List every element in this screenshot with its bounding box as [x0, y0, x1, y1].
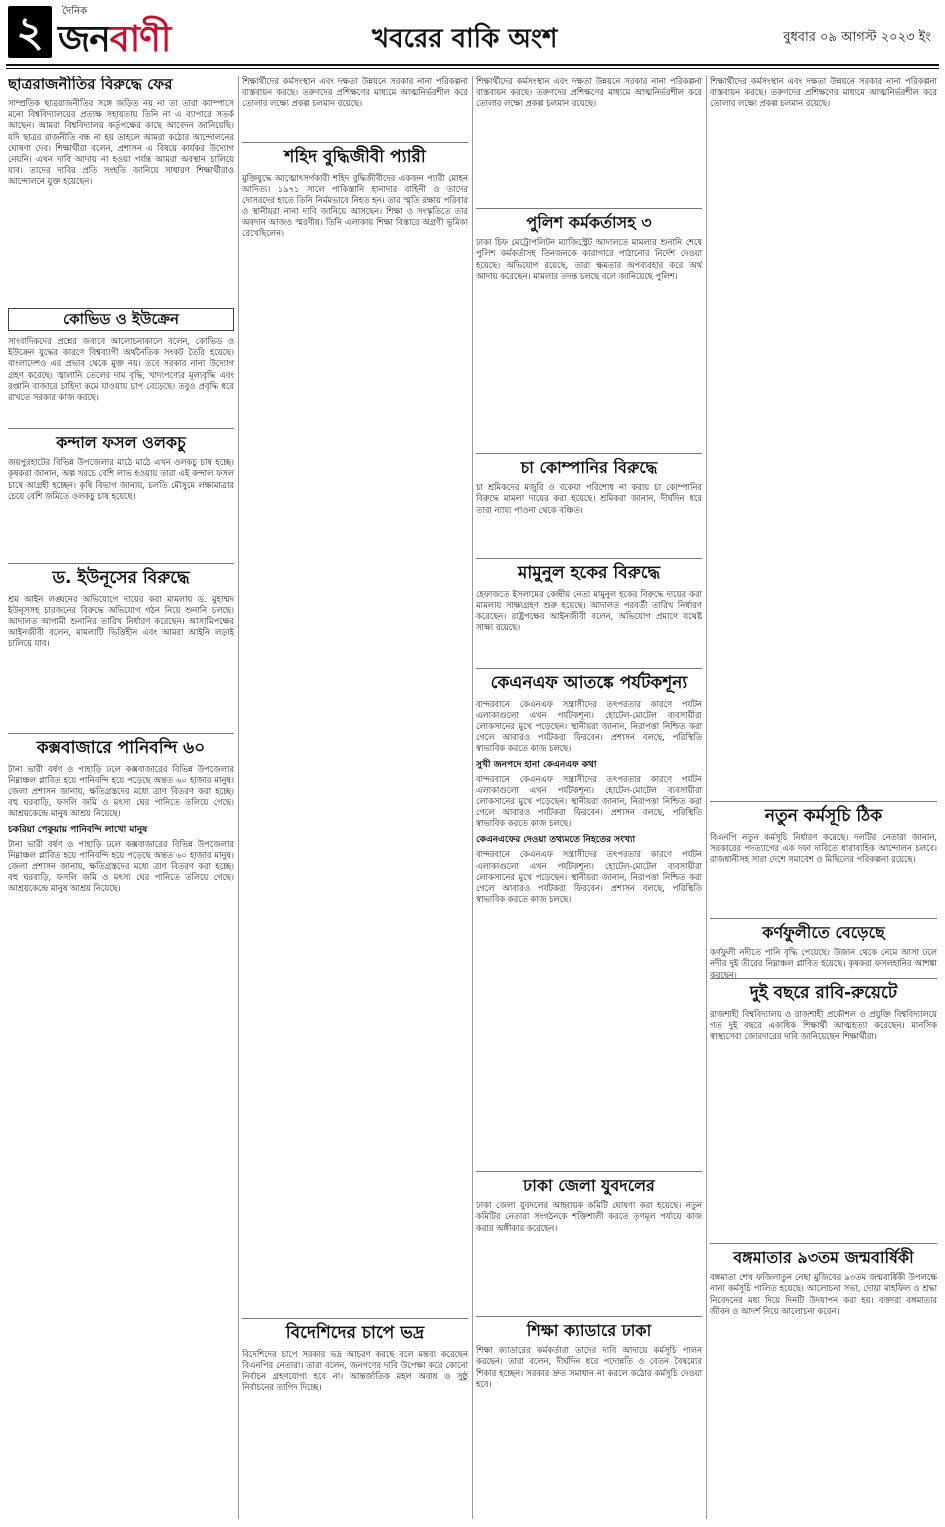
story-subhead: চকরিয়া পেকুয়ায় পানিবন্দি লাখো মানুষ	[8, 825, 148, 836]
story-headline: কেএনএফ আতঙ্কে পর্যটকশূন্য	[490, 673, 688, 693]
story-body: জয়পুরহাটের বিভিন্ন উপজেলার মাঠে মাঠে এখন ওলকচু চাষ হচ্ছে। কৃষকরা জানান, অল্প খরচে বেশি লাভ হওয়ায় তারা এই কন্দাল ফসল চাষে আগ্রহী হচ্ছেন। কৃষি বিভাগ জানায়, চলতি মৌসুমে লক্ষ্যমাত্রার চেয়ে বেশি জমিতে ওলকচু চাষ হয়েছে।	[8, 457, 234, 501]
story-headline: চা কোম্পানির বিরুদ্ধে	[520, 458, 658, 477]
masthead-rule	[6, 64, 939, 66]
dateline: বুধবার ০৯ আগস্ট ২০২৩ ইং	[783, 30, 931, 45]
story-education-cadre	[476, 1316, 702, 1521]
column-3	[476, 76, 702, 1521]
story-tea-company	[476, 453, 702, 559]
story-headline: কর্ণফুলীতে বেড়েছে	[762, 923, 885, 942]
story-body: শ্রম আইন লঙ্ঘনের অভিযোগে দায়ের করা মামলায় ড. মুহাম্মদ ইউনূসসহ চারজনের বিরুদ্ধে অভিযোগ গঠন নিয়ে শুনানি চলছে। আদালত আগামী শুনানির তারিখ নির্ধারণ করেছেন। আসামিপক্ষের আইনজীবী বলেন, মামলাটি ভিত্তিহীন এবং আমরা আইনি লড়াই চালিয়ে যাব।	[8, 593, 234, 648]
story-subhead: সুখী জনপদে হানা কেএনএফ কথা	[476, 760, 597, 771]
story-body: শিক্ষার্থীদের কর্মসংস্থান এবং দক্ষতা উন্নয়নে সরকার নানা পরিকল্পনা বাস্তবায়ন করছে। তরুণদের প্রশিক্ষণের মাধ্যমে আত্মনির্ভরশীল করে তোলার লক্ষ্যে প্রকল্প চলমান রয়েছে।	[710, 76, 937, 109]
story-rabi-ruet	[710, 978, 937, 1244]
story-headline: মামুনুল হকের বিরুদ্ধে	[517, 563, 661, 583]
story-student-politics	[8, 76, 234, 301]
story-headline: বঙ্গমাতার ৯৩তম জন্মবার্ষিকী	[733, 1248, 914, 1267]
story-dhaka-jubodal	[476, 1171, 702, 1317]
story-body: শিক্ষা ক্যাডারের কর্মকর্তারা তাদের দাবি আদায়ে কর্মসূচি পালন করছেন। তারা বলেন, দীর্ঘদিন ধরে পদোন্নতি ও বেতন বৈষম্যের শিকার হচ্ছেন। সরকার দ্রুত সমাধান না করলে কঠোর কর্মসূচি দেওয়া হবে।	[476, 1345, 702, 1389]
story-body: সাম্প্রতিক ছাত্ররাজনীতির সঙ্গে জড়িত নয় না তা তারা ক্যাম্পাসে মনো বিশ্ববিদ্যালয়ের প্রত্যক্ষ সহায়তায় তিনি না এ ব্যাপারে সতর্ক আছেন। আমরা বিশ্ববিদ্যালয় কর্তৃপক্ষের কাছে আবেদন জানিয়েছি। যদি ছাত্রর রাজনীতি বন্ধ না হয় তাহলে আমরা কঠোর আন্দোলনের ঘোষণা দেব। শিক্ষার্থীরা বলেন, প্রশাসন এ বিষয়ে কার্যকর উদ্যোগ নেয়নি। এখন দাবি আদায় না হওয়া পর্যন্ত আমরা অবস্থান চালিয়ে যাব। তাদের দাবির প্রতি সংহতি জানিয়ে সাধারণ শিক্ষার্থীরাও আন্দোলনে যুক্ত হয়েছেন।	[8, 98, 234, 186]
story-body: শিক্ষার্থীদের কর্মসংস্থান এবং দক্ষতা উন্নয়নে সরকার নানা পরিকল্পনা বাস্তবায়ন করছে। তরুণদের প্রশিক্ষণের মাধ্যমে আত্মনির্ভরশীল করে তোলার লক্ষ্যে প্রকল্প চলমান রয়েছে।	[476, 76, 702, 109]
story-body: হেফাজতে ইসলামের কেন্দ্রীয় নেতা মামুনুল হকের বিরুদ্ধে দায়ের করা মামলায় সাক্ষ্যগ্রহণ শুরু হয়েছে। আদালত পরবর্তী তারিখ নির্ধারণ করেছেন। রাষ্ট্রপক্ষের আইনজীবী বলেন, অভিযোগ প্রমাণে যথেষ্ট সাক্ষ্য রয়েছে।	[476, 588, 702, 632]
section-title: খবরের বাকি অংশ	[372, 24, 558, 54]
story-headline: কোভিড ও ইউক্রেন	[8, 308, 234, 331]
story-headline: বিদেশিদের চাপে ভদ্র	[285, 1323, 425, 1343]
story-body: ঢাকা জেলা যুবদলের আহ্বায়ক কমিটি ঘোষণা করা হয়েছে। নতুন কমিটির নেতারা সংগঠনকে শক্তিশালী করতে তৃণমূল পর্যায়ে কাজ করার অঙ্গীকার করেছেন।	[476, 1200, 702, 1233]
story-headline: শহিদ বুদ্ধিজীবী প্যারী	[284, 147, 426, 167]
story-body: বান্দরবানে কেএনএফ সন্ত্রাসীদের তৎপরতার কারণে পর্যটন এলাকাগুলো এখন পর্যটকশূন্য। হোটেল-মোটেল ব্যবসায়ীরা লোকসানের মুখে পড়েছেন। স্থানীয়রা জানান, নিরাপত্তা নিশ্চিত করা গেলে আবারও পর্যটকরা ফিরবেন। প্রশাসন বলছে, পরিস্থিতি স্বাভাবিক করতে কাজ চলছে।	[476, 698, 702, 753]
story-body: টানা ভারী বর্ষণ ও পাহাড়ি ঢলে কক্সবাজারের বিভিন্ন উপজেলার নিম্নাঞ্চল প্লাবিত হয়ে পানিবন্দি হয়ে পড়েছে অন্তত ৬০ হাজার মানুষ। জেলা প্রশাসন জানায়, ক্ষতিগ্রস্তদের মধ্যে ত্রাণ বিতরণ করা হচ্ছে। বহু ঘরবাড়ি, ফসলি জমি ও মৎস্য ঘের পানিতে তলিয়ে গেছে। আশ্রয়কেন্দ্রে মানুষ আশ্রয় নিয়েছে।	[8, 763, 234, 818]
story-continuation	[476, 76, 702, 204]
story-body-cont: বান্দরবানে কেএনএফ সন্ত্রাসীদের তৎপরতার কারণে পর্যটন এলাকাগুলো এখন পর্যটকশূন্য। হোটেল-মোটেল ব্যবসায়ীরা লোকসানের মুখে পড়েছেন। স্থানীয়রা জানান, নিরাপত্তা নিশ্চিত করা গেলে আবারও পর্যটকরা ফিরবেন। প্রশাসন বলছে, পরিস্থিতি স্বাভাবিক করতে কাজ চলছে।	[476, 774, 702, 829]
logo-daily-label: দৈনিক	[62, 6, 88, 17]
story-covid-ukraine	[8, 308, 234, 423]
story-body: ঢাকা চিফ মেট্রোপলিটন ম্যাজিস্ট্রেট আদালতে মামলার শুনানি শেষে পুলিশ কর্মকর্তাসহ তিনজনকে কারাগারে পাঠানোর নির্দেশ দেওয়া হয়েছে। অভিযোগ রয়েছে, তারা ক্ষমতার অপব্যবহার করে অর্থ আদায় করেছেন। মামলার তদন্ত চলছে বলে জানিয়েছে পুলিশ।	[476, 237, 702, 281]
story-police-officer	[476, 208, 702, 454]
column-1	[8, 76, 234, 1521]
story-body: শিক্ষার্থীদের কর্মসংস্থান এবং দক্ষতা উন্নয়নে সরকার নানা পরিকল্পনা বাস্তবায়ন করছে। তরুণদের প্রশিক্ষণের মাধ্যমে আত্মনির্ভরশীল করে তোলার লক্ষ্যে প্রকল্প চলমান রয়েছে।	[242, 76, 468, 109]
story-headline: ড. ইউনূসের বিরুদ্ধে	[52, 568, 190, 588]
masthead-rule-thin	[6, 68, 939, 69]
column-separator	[472, 76, 473, 1519]
story-continuation-long	[710, 76, 937, 796]
story-headline: ঢাকা জেলা যুবদলের	[523, 1176, 655, 1195]
masthead	[0, 0, 945, 66]
story-headline: ছাত্ররাজনীতির বিরুদ্ধে ফের	[8, 76, 173, 93]
story-subhead: কেএনএফের দেওয়া তথ্যমতে নিহতের সংখ্যা	[476, 835, 636, 846]
logo-part1: জন	[58, 19, 110, 60]
story-mamunul-haque	[476, 558, 702, 669]
story-foreign-pressure	[242, 1318, 468, 1521]
story-martyred-intellectual	[242, 142, 468, 1318]
story-coxsbazar	[8, 733, 234, 1521]
column-2	[242, 76, 468, 1521]
story-body: রাজশাহী বিশ্ববিদ্যালয় ও রাজশাহী প্রকৌশল ও প্রযুক্তি বিশ্ববিদ্যালয়ে গত দুই বছরে একাধিক শিক্ষার্থী আত্মহত্যা করেছেন। মানসিক স্বাস্থ্যসেবা জোরদারের দাবি জানিয়েছেন শিক্ষার্থীরা।	[710, 1008, 937, 1041]
story-body: বঙ্গমাতা শেখ ফজিলাতুন নেছা মুজিবের ৯৩তম জন্মবার্ষিকী উপলক্ষে নানা কর্মসূচি পালিত হয়েছে। আলোচনা সভা, দোয়া মাহফিল ও শ্রদ্ধা নিবেদনের মধ্য দিয়ে দিনটি উদযাপন করা হয়। বক্তারা বঙ্গমাতার জীবন ও আদর্শ নিয়ে আলোচনা করেন।	[710, 1272, 937, 1316]
column-4	[710, 76, 937, 1521]
story-body: বিদেশিদের চাপে সরকার ভদ্র আচরণ করছে বলে মন্তব্য করেছেন বিএনপির নেতারা। তারা বলেন, জনগণের দাবি উপেক্ষা করে কোনো নির্বাচন গ্রহণযোগ্য হবে না। আন্তর্জাতিক মহল অবাধ ও সুষ্ঠু নির্বাচনের তাগিদ দিচ্ছে।	[242, 1348, 468, 1392]
logo-part2: বাণী	[109, 19, 171, 60]
story-headline: নতুন কর্মসূচি ঠিক	[764, 806, 883, 826]
column-separator	[706, 76, 707, 1519]
story-headline: কন্দাল ফসল ওলকচু	[56, 433, 186, 452]
story-headline: পুলিশ কর্মকর্তাসহ ৩	[526, 213, 652, 232]
story-continuation-top	[242, 76, 468, 138]
story-ol-kochu	[8, 428, 234, 564]
story-body: কর্ণফুলী নদীতে পানি বৃদ্ধি পেয়েছে। উজান থেকে নেমে আসা ঢলে নদীর দুই তীরের নিম্নাঞ্চল প্লাবিত হয়েছে। কৃষকরা ফসলহানির আশঙ্কা করছেন।	[710, 947, 937, 979]
story-headline: কক্সবাজারে পানিবন্দি ৬০	[36, 738, 206, 758]
logo-wordmark	[58, 12, 170, 72]
story-new-program	[710, 801, 937, 919]
story-bangamata	[710, 1243, 937, 1521]
page-number: ২	[8, 6, 52, 58]
story-knf-tourism	[476, 668, 702, 1172]
story-body-cont: বান্দরবানে কেএনএফ সন্ত্রাসীদের তৎপরতার কারণে পর্যটন এলাকাগুলো এখন পর্যটকশূন্য। হোটেল-মোটেল ব্যবসায়ীরা লোকসানের মুখে পড়েছেন। স্থানীয়রা জানান, নিরাপত্তা নিশ্চিত করা গেলে আবারও পর্যটকরা ফিরবেন। প্রশাসন বলছে, পরিস্থিতি স্বাভাবিক করতে কাজ চলছে।	[476, 849, 702, 904]
story-karnaphuli	[710, 918, 937, 979]
story-headline: শিক্ষা ক্যাডারে ঢাকা	[526, 1321, 652, 1340]
story-body: চা শ্রমিকদের মজুরি ও বকেয়া পরিশোধ না করায় চা কোম্পানির বিরুদ্ধে মামলা দায়ের করা হয়েছে। শ্রমিকরা জানান, দীর্ঘদিন ধরে তারা ন্যায্য পাওনা থেকে বঞ্চিত।	[476, 482, 702, 515]
story-dr-yunus	[8, 563, 234, 734]
story-body: সাংবাদিকদের প্রশ্নের জবাবে আলোচনাকালে বলেন, কোভিড ও ইউক্রেন যুদ্ধের কারণে বিশ্বব্যাপী অর্থনৈতিক সংকট তৈরি হয়েছে। বাংলাদেশও এর প্রভাব থেকে মুক্ত নয়। তবে সরকার নানা উদ্যোগ গ্রহণ করেছে। জ্বালানি তেলের দাম বৃদ্ধি, খাদ্যপণ্যের মূল্যবৃদ্ধি এবং রপ্তানি বাজারে চাহিদা কমে যাওয়ায় চাপ বেড়েছে। তবুও প্রবৃদ্ধি ধরে রাখতে সরকার কাজ করছে।	[8, 336, 234, 402]
story-headline: দুই বছরে রাবি-রুয়েটে	[749, 983, 898, 1003]
story-body: মুক্তিযুদ্ধে আত্মোৎসর্গকারী শহিদ বুদ্ধিজীবীদের একজন প্যারী মোহন আদিত্য। ১৯৭১ সালে পাকিস্তানি হানাদার বাহিনী ও তাদের দোসরদের হাতে তিনি নির্মমভাবে নিহত হন। তার স্মৃতি রক্ষায় পরিবার ও স্থানীয়রা নানা দাবি জানিয়ে আসছেন। শিক্ষা ও সংস্কৃতিতে তার অবদান আজও স্মরণীয়। তিনি এলাকায় শিক্ষা বিস্তারে অগ্রণী ভূমিকা রেখেছিলেন।	[242, 172, 468, 239]
story-body: বিএনপি নতুন কর্মসূচি নির্ধারণ করেছে। দলটির নেতারা জানান, সরকারের পদত্যাগের এক দফা দাবিতে ধারাবাহিক আন্দোলন চলবে। রাজধানীসহ সারা দেশে সমাবেশ ও মিছিলের পরিকল্পনা রয়েছে।	[710, 831, 937, 864]
story-body-cont: টানা ভারী বর্ষণ ও পাহাড়ি ঢলে কক্সবাজারের বিভিন্ন উপজেলার নিম্নাঞ্চল প্লাবিত হয়ে পানিবন্দি হয়ে পড়েছে অন্তত ৬০ হাজার মানুষ। জেলা প্রশাসন জানায়, ক্ষতিগ্রস্তদের মধ্যে ত্রাণ বিতরণ করা হচ্ছে। বহু ঘরবাড়ি, ফসলি জমি ও মৎস্য ঘের পানিতে তলিয়ে গেছে। আশ্রয়কেন্দ্রে মানুষ আশ্রয় নিয়েছে।	[8, 839, 234, 894]
newspaper-logo	[58, 6, 248, 58]
column-separator	[238, 76, 239, 1519]
